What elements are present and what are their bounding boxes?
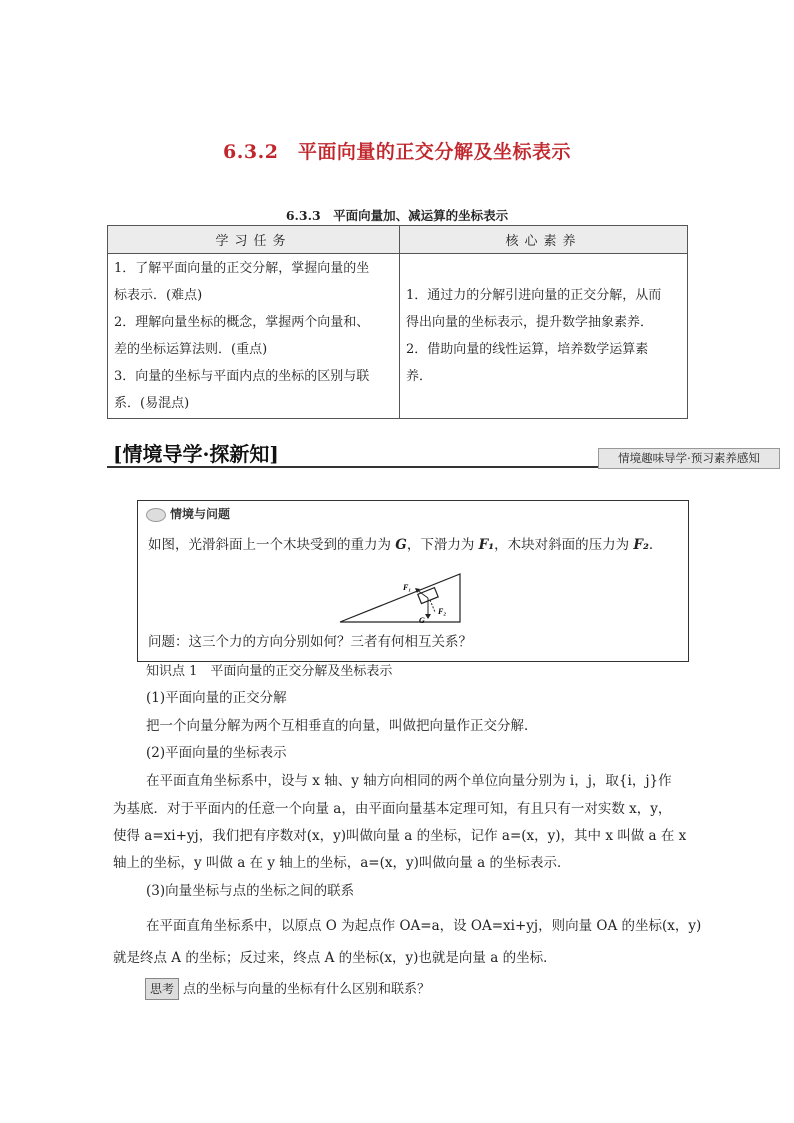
core-literacy-cell	[400, 254, 688, 419]
task-line: 3．向量的坐标与平面内点的坐标的区别与联	[114, 369, 370, 384]
literacy-line: 1．通过力的分解引进向量的正交分解，从而	[406, 288, 662, 303]
section-heading: [情境导学·探新知]	[113, 442, 279, 466]
fig-label-g: G	[419, 616, 425, 625]
f2-arrow	[430, 600, 435, 612]
scenario-text	[148, 535, 662, 555]
s1-body: 把一个向量分解为两个互相垂直的向量，叫做把向量作正交分解．	[146, 718, 538, 734]
think-text: 点的坐标与向量的坐标有什么区别和联系？	[183, 982, 431, 997]
s2-line-2: 为基底．对于平面内的任意一个向量 a，由平面向量基本定理可知，有且只有一对实数 x，y，	[113, 801, 672, 817]
fig-label-f1: F₁	[403, 583, 412, 592]
gravity-arrowhead	[425, 614, 431, 619]
section-tag: 情境趣味导学·预习素养感知	[598, 448, 780, 469]
s2-line-1: 在平面直角坐标系中，设与 x 轴、y 轴方向相同的两个单位向量分别为 i，j，取{i，j}作	[146, 773, 672, 789]
header-learning-tasks: 学习任务	[108, 226, 400, 254]
s1-title: (1)平面向量的正交分解	[146, 690, 287, 706]
s2-line-4: 轴上的坐标，y 叫做 a 在 y 轴上的坐标，a=(x，y)叫做向量 a 的坐标表示．	[113, 855, 571, 871]
s3-line-1: 在平面直角坐标系中，以原点 O 为起点作 OA=a，设 OA=xi+yj，则向量 OA 的坐标(x，y)	[146, 918, 702, 934]
fig-label-f2: F₂	[438, 607, 447, 616]
literacy-line: 养．	[406, 369, 433, 384]
page-title: 6.3.2 平面向量的正交分解及坐标表示	[223, 141, 571, 163]
scenario-text-d: ．	[648, 537, 663, 553]
force-g: G	[395, 537, 407, 553]
knowledge-heading: 知识点 1 平面向量的正交分解及坐标表示	[146, 664, 393, 679]
literacy-line: 2．借助向量的线性运算，培养数学运算素	[406, 342, 649, 357]
task-line: 1．了解平面向量的正交分解，掌握向量的坐	[114, 261, 370, 276]
s3-line-2: 就是终点 A 的坐标；反过来，终点 A 的坐标(x，y)也就是向量 a 的坐标．	[113, 950, 557, 966]
task-line: 系．(易混点)	[114, 396, 190, 411]
force-f2: F₂	[633, 537, 649, 553]
task-line: 2．理解向量坐标的概念，掌握两个向量和、	[114, 315, 370, 330]
literacy-line: 得出向量的坐标表示，提升数学抽象素养．	[406, 315, 654, 330]
task-line: 标表示．(难点)	[114, 288, 203, 303]
scenario-text-b: ，下滑力为	[406, 537, 475, 553]
think-box	[145, 978, 430, 1000]
page-subtitle: 6.3.3 平面向量加、减运算的坐标表示	[285, 208, 509, 223]
s2-line-3: 使得 a=xi+yj，我们把有序数对(x，y)叫做向量 a 的坐标，记作 a=(x，y)，其中 x 叫做 a 在 x	[113, 828, 687, 844]
scenario-text-a: 如图，光滑斜面上一个木块受到的重力为	[148, 537, 391, 553]
section-divider	[107, 466, 598, 468]
task-line: 差的坐标运算法则．(重点)	[114, 342, 268, 357]
s3-title: (3)向量坐标与点的坐标之间的联系	[146, 883, 355, 899]
force-f1: F₁	[478, 537, 495, 553]
scenario-question: 问题：这三个力的方向分别如何？三者有何相互关系？	[148, 634, 472, 650]
scenario-badge-label: 情境与问题	[170, 507, 231, 521]
think-tag: 思考	[145, 978, 179, 1000]
scenario-badge-icon	[146, 508, 166, 522]
learning-tasks-cell	[108, 254, 400, 419]
s2-title: (2)平面向量的坐标表示	[146, 745, 287, 761]
scenario-text-c: ，木块对斜面的压力为	[494, 537, 630, 553]
incline-figure	[335, 568, 470, 626]
scenario-badge	[146, 505, 230, 522]
objectives-table	[107, 225, 688, 419]
header-core-literacy: 核心素养	[400, 226, 688, 254]
